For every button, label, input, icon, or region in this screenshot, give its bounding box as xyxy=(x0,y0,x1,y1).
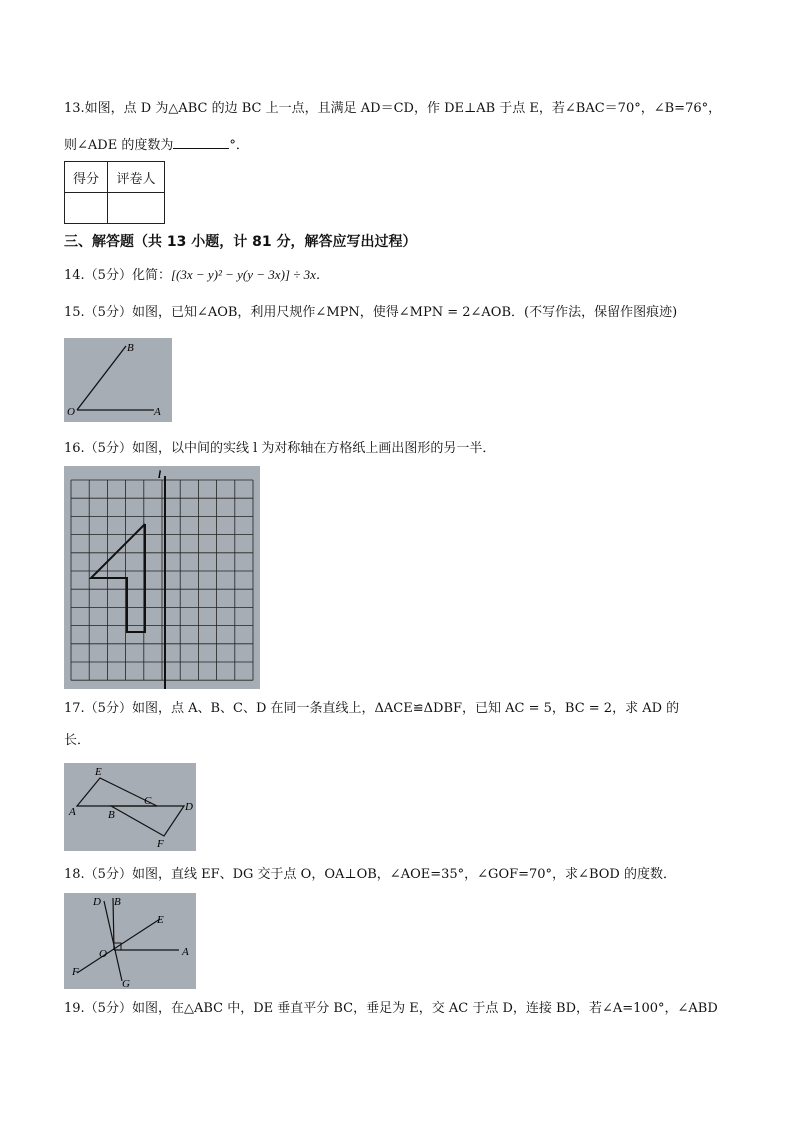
q18-line: 18.（5分）如图，直线 EF、DG 交于点 O，OA⊥OB，∠AOE=35°，∠GOF=70°，求∠BOD 的度数． xyxy=(64,867,676,882)
q17-line2: 长． xyxy=(64,733,91,748)
congruent-triangles-diagram xyxy=(64,763,196,851)
label-a: A xyxy=(69,806,76,818)
half-figure xyxy=(91,524,145,632)
q14-prompt: 14.（5分）化简： xyxy=(64,268,171,283)
label-f: F xyxy=(72,966,79,978)
label-a: A xyxy=(154,406,161,418)
grid-paper xyxy=(64,466,260,689)
angle-aob-diagram xyxy=(64,338,172,422)
label-d: D xyxy=(93,896,101,908)
score-header: 得分 xyxy=(65,162,108,193)
label-f: F xyxy=(157,838,164,850)
label-o: O xyxy=(99,948,107,960)
label-b: B xyxy=(114,896,121,908)
label-b: B xyxy=(127,342,134,354)
q19-line: 19.（5分）如图，在△ABC 中，DE 垂直平分 BC，垂足为 E，交 AC 于点 D，连接 BD，若∠A=100°，∠ABD xyxy=(64,1001,718,1016)
q17-figure xyxy=(64,763,196,851)
answer-blank[interactable] xyxy=(173,136,229,149)
label-c: C xyxy=(144,795,152,807)
q14-expression: [(3x − y)² − y(y − 3x)] ÷ 3x． xyxy=(170,267,329,282)
q13-prompt: 则∠ADE 的度数为 xyxy=(64,138,174,153)
label-e: E xyxy=(95,766,102,778)
q16-line: 16.（5分）如图，以中间的实线 l 为对称轴在方格纸上画出图形的另一半． xyxy=(64,441,496,456)
label-b: B xyxy=(108,809,115,821)
label-e: E xyxy=(157,914,164,926)
intersecting-lines-diagram xyxy=(64,893,196,989)
q13-line2 xyxy=(64,136,249,155)
label-o: O xyxy=(67,406,75,418)
q16-grid-figure xyxy=(64,466,260,689)
label-a: A xyxy=(182,946,189,958)
axis-label-l: l xyxy=(158,469,162,481)
label-g: G xyxy=(122,978,130,989)
score-table xyxy=(64,161,165,224)
label-d: D xyxy=(185,801,193,813)
q13-unit: °． xyxy=(229,138,249,153)
grader-cell[interactable] xyxy=(108,193,165,224)
score-cell[interactable] xyxy=(65,193,108,224)
q18-figure xyxy=(64,893,196,989)
section-heading: 三、解答题（共 13 小题，计 81 分，解答应写出过程） xyxy=(64,234,417,250)
q15-line: 15.（5分）如图，已知∠AOB，利用尺规作∠MPN，使得∠MPN = 2∠AOB．(不写作法，保留作图痕迹) xyxy=(64,305,678,320)
ray-ob xyxy=(77,346,126,410)
triangle-dbf xyxy=(111,806,184,836)
grader-header: 评卷人 xyxy=(108,162,165,193)
q17-line1: 17.（5分）如图，点 A、B、C、D 在同一条直线上，ΔACE≌ΔDBF，已知 AC = 5，BC = 2，求 AD 的 xyxy=(64,701,680,716)
q15-figure xyxy=(64,338,172,422)
q14-line xyxy=(64,266,329,285)
q13-line1: 13.如图，点 D 为△ABC 的边 BC 上一点，且满足 AD＝CD，作 DE⊥AB 于点 E，若∠BAC＝70°，∠B=76°， xyxy=(64,101,722,116)
